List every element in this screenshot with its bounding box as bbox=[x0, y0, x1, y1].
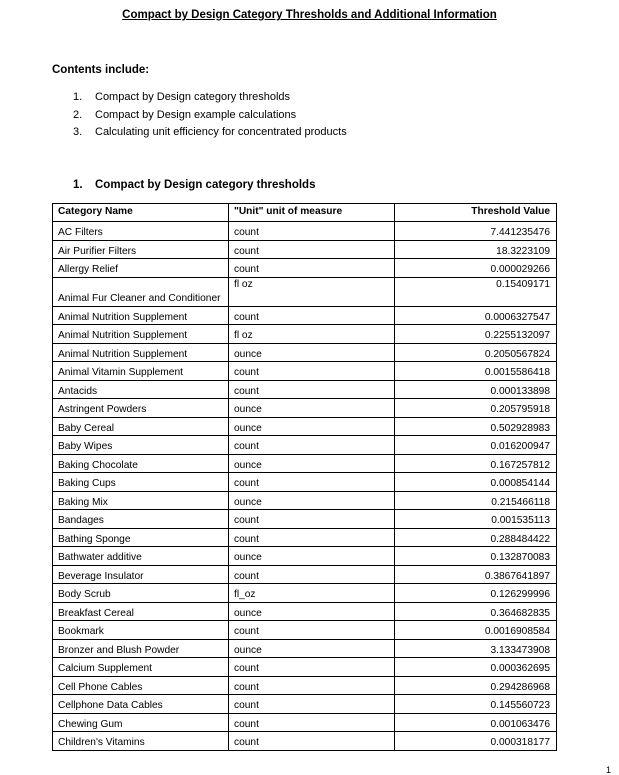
cell-category-name: Animal Nutrition Supplement bbox=[53, 325, 229, 344]
cell-category-name: Astringent Powders bbox=[53, 399, 229, 418]
cell-category-name: Antacids bbox=[53, 380, 229, 399]
cell-threshold-value: 0.0016908584 bbox=[395, 621, 557, 640]
cell-unit: count bbox=[229, 222, 395, 241]
cell-unit: count bbox=[229, 362, 395, 381]
cell-unit: ounce bbox=[229, 343, 395, 362]
cell-category-name: Breakfast Cereal bbox=[53, 602, 229, 621]
table-row bbox=[53, 676, 557, 695]
cell-category-name: Air Purifier Filters bbox=[53, 240, 229, 259]
table-row bbox=[53, 621, 557, 640]
cell-category-name: Cell Phone Cables bbox=[53, 676, 229, 695]
cell-category-name: Bathwater additive bbox=[53, 547, 229, 566]
cell-threshold-value: 0.364682835 bbox=[395, 602, 557, 621]
cell-threshold-value: 0.0006327547 bbox=[395, 306, 557, 325]
cell-threshold-value: 0.016200947 bbox=[395, 436, 557, 455]
cell-unit: ounce bbox=[229, 639, 395, 658]
cell-threshold-value: 0.215466118 bbox=[395, 491, 557, 510]
cell-threshold-value: 0.294286968 bbox=[395, 676, 557, 695]
cell-threshold-value: 0.2255132097 bbox=[395, 325, 557, 344]
table-row bbox=[53, 277, 557, 306]
contents-list bbox=[73, 89, 347, 142]
cell-threshold-value: 0.502928983 bbox=[395, 417, 557, 436]
cell-threshold-value: 18.3223109 bbox=[395, 240, 557, 259]
table-row bbox=[53, 436, 557, 455]
section-number: 1. bbox=[73, 179, 83, 191]
cell-threshold-value: 0.167257812 bbox=[395, 454, 557, 473]
cell-threshold-value: 0.000854144 bbox=[395, 473, 557, 492]
cell-category-name: Calcium Supplement bbox=[53, 658, 229, 677]
cell-category-name: Chewing Gum bbox=[53, 713, 229, 732]
cell-unit: count bbox=[229, 259, 395, 278]
cell-category-name: Bookmark bbox=[53, 621, 229, 640]
table-row bbox=[53, 732, 557, 751]
contents-item-number: 2. bbox=[73, 108, 83, 121]
table-row bbox=[53, 565, 557, 584]
section-title: Compact by Design category thresholds bbox=[95, 179, 316, 191]
cell-category-name: Children's Vitamins bbox=[53, 732, 229, 751]
contents-item-text: Compact by Design example calculations bbox=[95, 108, 297, 121]
contents-item bbox=[73, 124, 347, 142]
cell-category-name: Bronzer and Blush Powder bbox=[53, 639, 229, 658]
cell-threshold-value: 7.441235476 bbox=[395, 222, 557, 241]
table-row bbox=[53, 454, 557, 473]
contents-item bbox=[73, 107, 347, 125]
cell-unit: count bbox=[229, 510, 395, 529]
table-row bbox=[53, 362, 557, 381]
table-row bbox=[53, 547, 557, 566]
cell-category-name: Baby Cereal bbox=[53, 417, 229, 436]
cell-unit: count bbox=[229, 621, 395, 640]
cell-category-name: Body Scrub bbox=[53, 584, 229, 603]
cell-category-name: Bandages bbox=[53, 510, 229, 529]
cell-unit: count bbox=[229, 732, 395, 751]
cell-category-name: Baking Cups bbox=[53, 473, 229, 492]
cell-threshold-value: 0.000029266 bbox=[395, 259, 557, 278]
document-title: Compact by Design Category Thresholds and Additional Information bbox=[122, 9, 497, 21]
table-row bbox=[53, 695, 557, 714]
cell-category-name: Bathing Sponge bbox=[53, 528, 229, 547]
cell-threshold-value: 0.126299996 bbox=[395, 584, 557, 603]
cell-category-name: Animal Nutrition Supplement bbox=[53, 306, 229, 325]
cell-threshold-value: 0.205795918 bbox=[395, 399, 557, 418]
table-row bbox=[53, 602, 557, 621]
cell-unit: ounce bbox=[229, 547, 395, 566]
cell-unit: count bbox=[229, 380, 395, 399]
table-row bbox=[53, 713, 557, 732]
cell-category-name: Baking Chocolate bbox=[53, 454, 229, 473]
cell-category-name: Baby Wipes bbox=[53, 436, 229, 455]
cell-unit: count bbox=[229, 473, 395, 492]
cell-unit: count bbox=[229, 240, 395, 259]
cell-unit: count bbox=[229, 658, 395, 677]
cell-unit: count bbox=[229, 306, 395, 325]
cell-threshold-value: 0.288484422 bbox=[395, 528, 557, 547]
table-row bbox=[53, 584, 557, 603]
table-row bbox=[53, 380, 557, 399]
table-row bbox=[53, 399, 557, 418]
cell-unit: ounce bbox=[229, 491, 395, 510]
table-row bbox=[53, 343, 557, 362]
cell-unit: ounce bbox=[229, 602, 395, 621]
cell-unit: count bbox=[229, 565, 395, 584]
cell-category-name: Animal Vitamin Supplement bbox=[53, 362, 229, 381]
table-row bbox=[53, 473, 557, 492]
cell-unit: ounce bbox=[229, 417, 395, 436]
cell-unit: fl_oz bbox=[229, 584, 395, 603]
table-row bbox=[53, 528, 557, 547]
table-row bbox=[53, 325, 557, 344]
table-row bbox=[53, 658, 557, 677]
contents-item-number: 3. bbox=[73, 126, 83, 138]
table-row bbox=[53, 306, 557, 325]
cell-unit: count bbox=[229, 676, 395, 695]
page-number: 1 bbox=[606, 765, 612, 775]
table-row bbox=[53, 259, 557, 278]
cell-threshold-value: 0.132870083 bbox=[395, 547, 557, 566]
section-heading bbox=[73, 179, 315, 191]
cell-unit: fl oz bbox=[229, 325, 395, 344]
table-row bbox=[53, 510, 557, 529]
table-row bbox=[53, 491, 557, 510]
cell-unit: count bbox=[229, 528, 395, 547]
contents-item-text: Calculating unit efficiency for concentrated products bbox=[95, 126, 347, 138]
thresholds-table bbox=[52, 203, 557, 751]
contents-item-text: Compact by Design category thresholds bbox=[95, 91, 291, 103]
cell-unit: ounce bbox=[229, 399, 395, 418]
cell-threshold-value: 0.145560723 bbox=[395, 695, 557, 714]
cell-threshold-value: 0.0015586418 bbox=[395, 362, 557, 381]
cell-category-name: Cellphone Data Cables bbox=[53, 695, 229, 714]
cell-category-name: Animal Fur Cleaner and Conditioner bbox=[53, 277, 229, 306]
cell-category-name: AC Filters bbox=[53, 222, 229, 241]
cell-threshold-value: 0.001535113 bbox=[395, 510, 557, 529]
cell-unit: count bbox=[229, 713, 395, 732]
cell-unit: fl oz bbox=[229, 277, 395, 306]
contents-item-number: 1. bbox=[73, 91, 83, 103]
cell-category-name: Baking Mix bbox=[53, 491, 229, 510]
cell-threshold-value: 3.133473908 bbox=[395, 639, 557, 658]
cell-threshold-value: 0.2050567824 bbox=[395, 343, 557, 362]
cell-threshold-value: 0.000318177 bbox=[395, 732, 557, 751]
column-header-unit: "Unit" unit of measure bbox=[229, 204, 395, 222]
table-header-row bbox=[53, 204, 557, 222]
cell-category-name: Beverage Insulator bbox=[53, 565, 229, 584]
cell-unit: count bbox=[229, 436, 395, 455]
column-header-threshold-value: Threshold Value bbox=[395, 204, 557, 222]
cell-threshold-value: 0.3867641897 bbox=[395, 565, 557, 584]
contents-heading: Contents include: bbox=[52, 64, 150, 76]
cell-threshold-value: 0.000362695 bbox=[395, 658, 557, 677]
cell-unit: ounce bbox=[229, 454, 395, 473]
contents-item bbox=[73, 89, 347, 107]
table-body bbox=[53, 222, 557, 751]
table-row bbox=[53, 417, 557, 436]
cell-threshold-value: 0.15409171 bbox=[395, 277, 557, 306]
cell-category-name: Allergy Relief bbox=[53, 259, 229, 278]
cell-category-name: Animal Nutrition Supplement bbox=[53, 343, 229, 362]
table-row bbox=[53, 639, 557, 658]
column-header-category-name: Category Name bbox=[53, 204, 229, 222]
cell-unit: count bbox=[229, 695, 395, 714]
cell-threshold-value: 0.001063476 bbox=[395, 713, 557, 732]
table-row bbox=[53, 222, 557, 241]
table-row bbox=[53, 240, 557, 259]
cell-threshold-value: 0.000133898 bbox=[395, 380, 557, 399]
